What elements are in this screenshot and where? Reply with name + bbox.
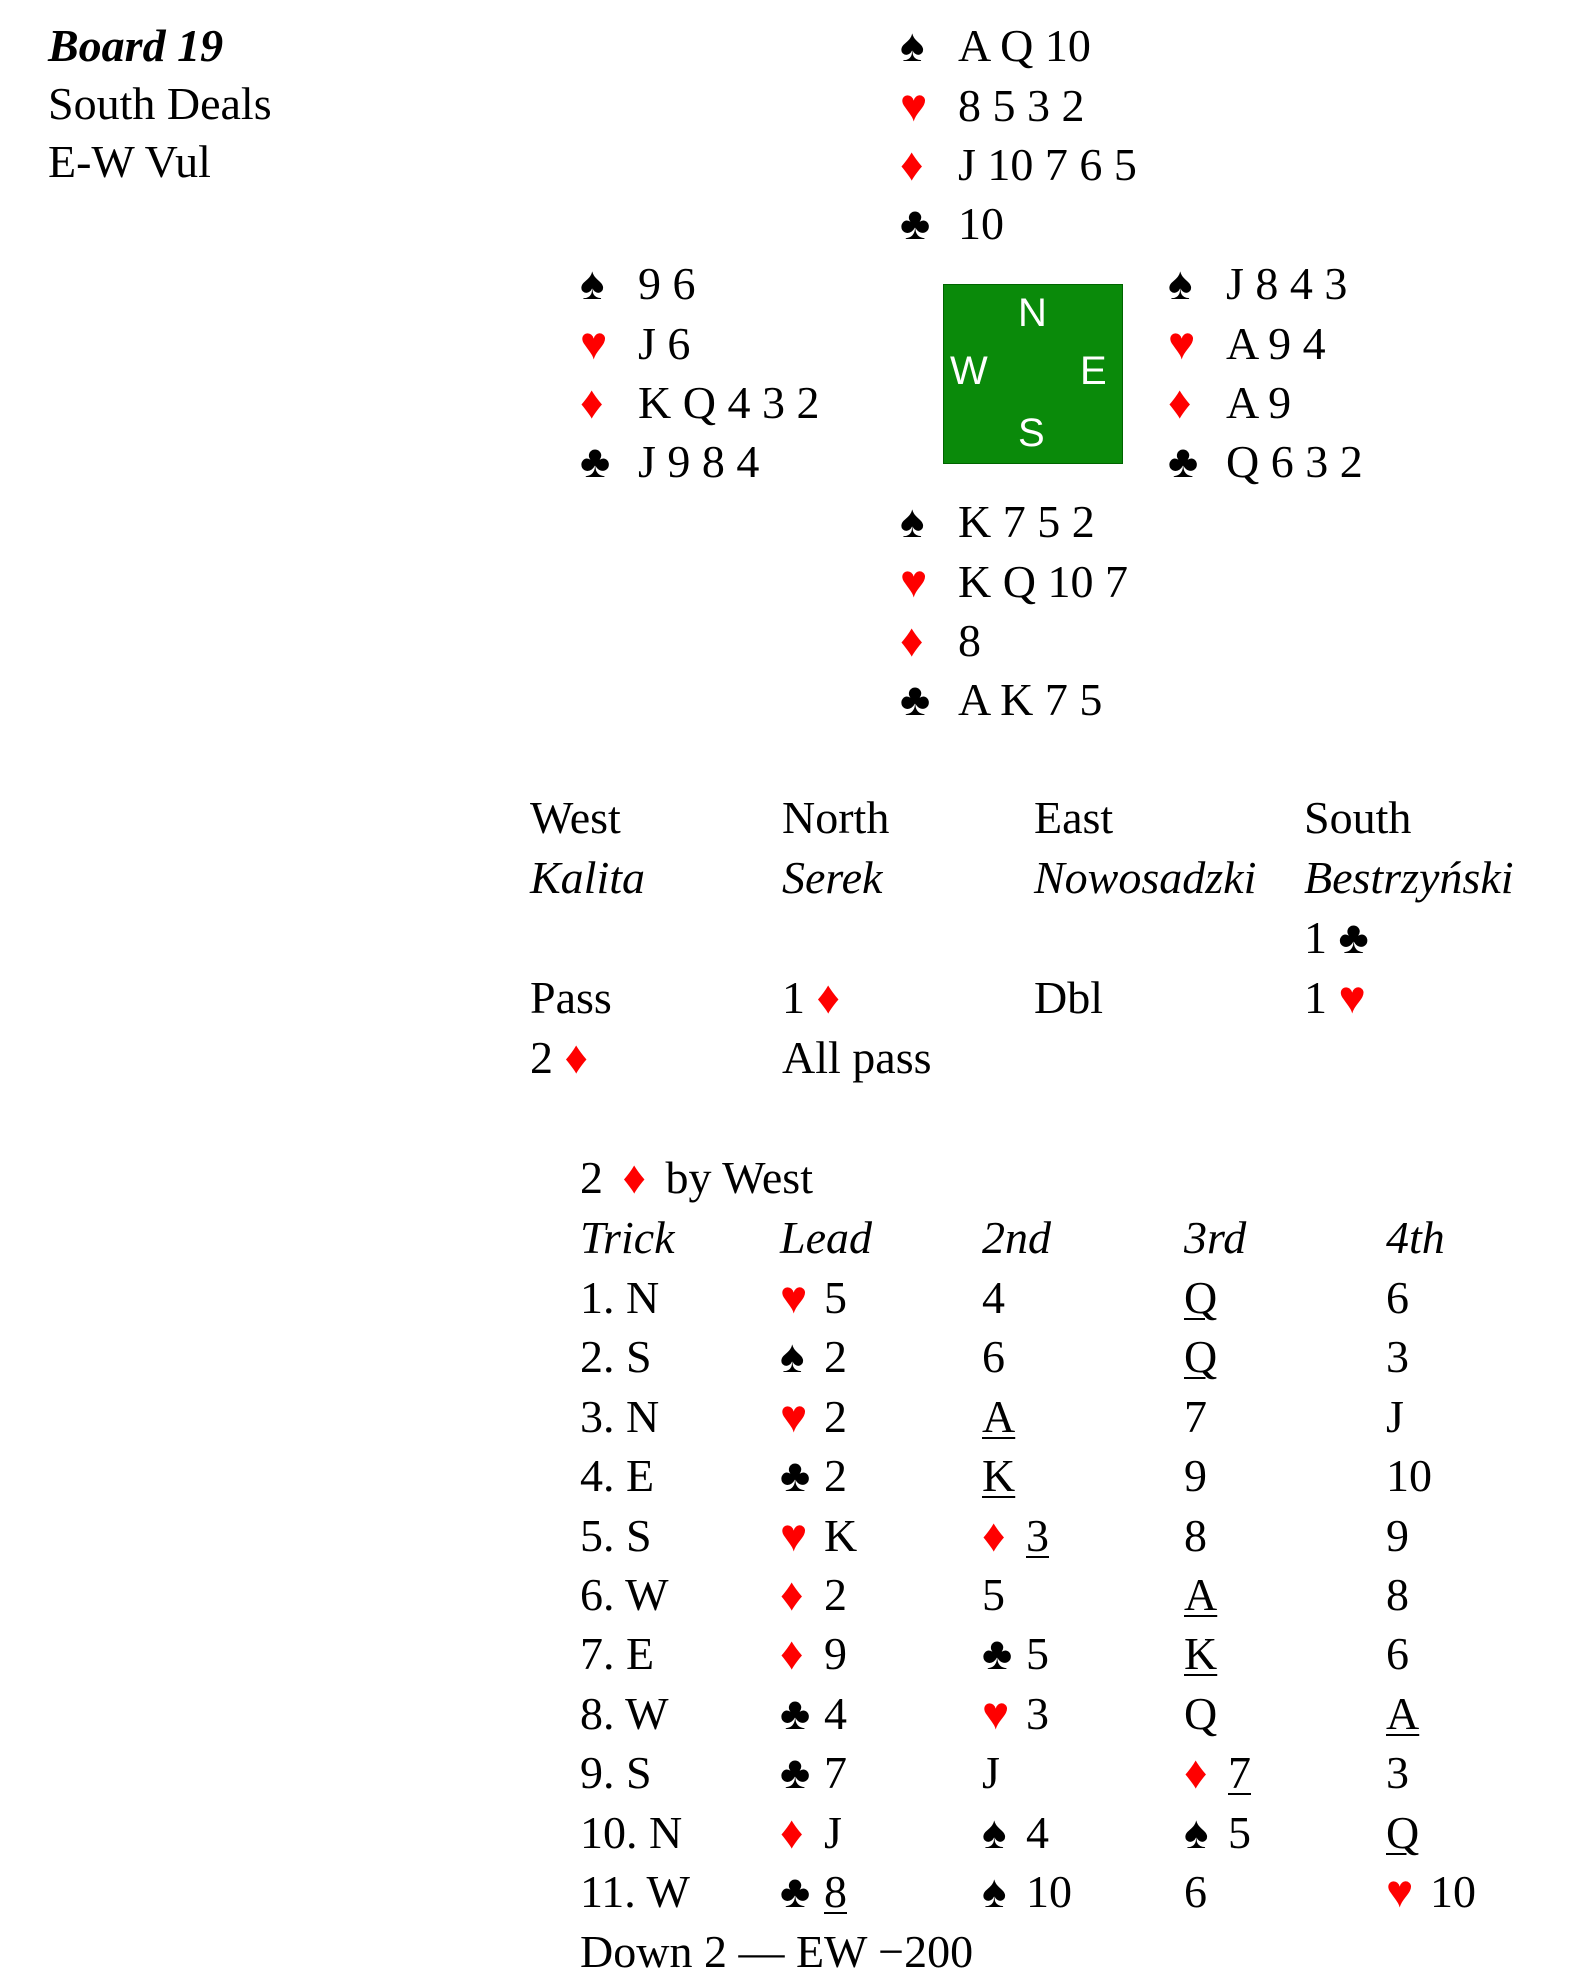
card-rank: 2 (530, 1032, 553, 1083)
auction-bid (530, 1030, 609, 1086)
heart-icon: ♥ (780, 1390, 808, 1442)
played-card (1386, 1864, 1476, 1920)
auction-bid (1304, 970, 1383, 1026)
spade-icon: ♠ (780, 1331, 805, 1383)
north-clubs-cards: 10 (958, 198, 1004, 249)
card-rank: 5 (1026, 1628, 1049, 1680)
play-header: 4th (1386, 1212, 1445, 1263)
spade-icon: ♠ (900, 20, 925, 71)
played-card: 6 (1386, 1628, 1409, 1680)
card-rank: 1 (1304, 972, 1327, 1023)
player-south: Bestrzyński (1304, 852, 1514, 903)
card-rank: 8 (824, 1866, 847, 1917)
south-clubs-cards: A K 7 5 (958, 674, 1103, 725)
player-west: Kalita (530, 852, 646, 903)
diamond-icon: ♦ (564, 1032, 588, 1083)
east-hearts (1168, 316, 1326, 372)
card-rank: J (824, 1806, 842, 1858)
spade-icon: ♠ (900, 496, 925, 547)
diamond-icon: ♦ (816, 972, 840, 1023)
card-rank: 1 (782, 972, 805, 1023)
played-card (780, 1805, 842, 1861)
north-hearts-cards: 8 5 3 2 (958, 80, 1085, 131)
diamond-icon: ♦ (982, 1509, 1006, 1561)
played-card (780, 1448, 847, 1504)
heart-icon: ♥ (900, 80, 928, 131)
spade-icon: ♠ (982, 1806, 1007, 1858)
played-card: 4 (982, 1272, 1005, 1323)
east-spades-cards: J 8 4 3 (1226, 258, 1348, 309)
vulnerability-info: E-W Vul (48, 136, 211, 187)
play-header: Lead (780, 1212, 872, 1263)
club-icon: ♣ (580, 436, 611, 487)
heart-icon: ♥ (1168, 318, 1196, 369)
card-rank: 2 (824, 1450, 847, 1502)
played-card (1184, 1745, 1251, 1801)
spade-icon: ♠ (982, 1866, 1007, 1917)
heart-icon: ♥ (580, 318, 608, 369)
diamond-icon: ♦ (780, 1806, 804, 1858)
played-card: J (982, 1747, 1000, 1799)
west-spades (580, 256, 696, 312)
south-spades (900, 494, 1095, 550)
played-card: 9 (1386, 1509, 1409, 1561)
played-card (780, 1329, 847, 1385)
auction-bid: Dbl (1034, 972, 1103, 1023)
north-diamonds (900, 137, 1137, 193)
auction-bid (782, 970, 861, 1026)
card-rank: 3 (1026, 1509, 1049, 1561)
contract-declarer: by West (665, 1152, 813, 1203)
east-clubs (1168, 434, 1363, 490)
heart-icon: ♥ (982, 1687, 1010, 1739)
card-rank: 2 (824, 1390, 847, 1442)
card-rank: 9 (824, 1628, 847, 1680)
club-icon: ♣ (780, 1687, 811, 1739)
card-rank: 2 (824, 1569, 847, 1620)
diamond-icon: ♦ (780, 1569, 804, 1620)
played-card (780, 1745, 847, 1801)
played-card (780, 1626, 847, 1682)
heart-icon: ♥ (780, 1272, 808, 1323)
west-hearts (580, 316, 690, 372)
played-card: Q (1386, 1806, 1420, 1858)
played-card: J (1386, 1390, 1404, 1442)
card-rank: 7 (1228, 1747, 1251, 1799)
played-card: A (1184, 1569, 1218, 1620)
played-card (780, 1567, 847, 1623)
east-diamonds (1168, 375, 1291, 431)
diamond-icon: ♦ (622, 1152, 646, 1203)
compass-west: W (950, 349, 988, 393)
card-rank: 4 (1026, 1806, 1049, 1858)
heart-icon: ♥ (780, 1509, 808, 1561)
north-clubs (900, 196, 1004, 252)
auction-seat-east: East (1034, 792, 1114, 843)
trick-label: 7. E (580, 1628, 655, 1680)
card-rank: 10 (1026, 1866, 1072, 1917)
played-card: 10 (1386, 1450, 1432, 1502)
played-card: 8 (1386, 1569, 1409, 1620)
south-diamonds-cards: 8 (958, 615, 981, 666)
trick-label: 11. W (580, 1866, 690, 1917)
auction-bid (1304, 910, 1383, 966)
west-spades-cards: 9 6 (638, 258, 696, 309)
auction-seat-west: West (530, 792, 621, 843)
played-card (982, 1805, 1049, 1861)
east-spades (1168, 256, 1347, 312)
heart-icon: ♥ (1338, 972, 1366, 1023)
club-icon: ♣ (900, 198, 931, 249)
played-card: 7 (1184, 1390, 1207, 1442)
card-rank: 3 (1026, 1687, 1049, 1739)
trick-label: 10. N (580, 1806, 683, 1858)
played-card: A (1386, 1687, 1420, 1739)
played-card: 8 (1184, 1509, 1207, 1561)
diamond-icon: ♦ (900, 139, 924, 190)
played-card (780, 1864, 847, 1920)
played-card: Q (1184, 1331, 1218, 1383)
played-card: 6 (982, 1331, 1005, 1383)
diamond-icon: ♦ (900, 615, 924, 666)
south-hearts-cards: K Q 10 7 (958, 556, 1128, 607)
trick-label: 6. W (580, 1569, 669, 1620)
club-icon: ♣ (1168, 436, 1199, 487)
north-hearts (900, 78, 1085, 134)
dealer-info: South Deals (48, 78, 272, 129)
west-diamonds-cards: K Q 4 3 2 (638, 377, 820, 428)
club-icon: ♣ (982, 1628, 1013, 1680)
play-header: 2nd (982, 1212, 1051, 1263)
played-card: 9 (1184, 1450, 1207, 1502)
trick-label: 1. N (580, 1272, 660, 1323)
auction-bid: Pass (530, 972, 612, 1023)
south-clubs (900, 672, 1102, 728)
trick-label: 3. N (580, 1390, 660, 1442)
trick-label: 4. E (580, 1450, 655, 1502)
diamond-icon: ♦ (1168, 377, 1192, 428)
player-north: Serek (782, 852, 883, 903)
played-card (1184, 1805, 1251, 1861)
west-diamonds (580, 375, 819, 431)
contract (580, 1150, 813, 1206)
played-card (780, 1389, 847, 1445)
heart-icon: ♥ (900, 556, 928, 607)
compass-table (943, 284, 1123, 464)
result: Down 2 — EW −200 (580, 1926, 974, 1977)
south-diamonds (900, 613, 981, 669)
west-clubs-cards: J 9 8 4 (638, 436, 760, 487)
player-east: Nowosadzki (1034, 852, 1257, 903)
played-card (780, 1508, 857, 1564)
played-card: Q (1184, 1687, 1218, 1739)
played-card (780, 1270, 847, 1326)
club-icon: ♣ (900, 674, 931, 725)
east-hearts-cards: A 9 4 (1226, 318, 1326, 369)
trick-label: 8. W (580, 1687, 669, 1739)
north-spades (900, 18, 1091, 74)
spade-icon: ♠ (1168, 258, 1193, 309)
auction-seat-north: North (782, 792, 890, 843)
play-header: Trick (580, 1212, 675, 1263)
club-icon: ♣ (1338, 912, 1369, 963)
played-card: 3 (1386, 1331, 1409, 1383)
compass-south: S (1018, 411, 1045, 455)
contract-level: 2 (580, 1152, 603, 1203)
compass-north: N (1018, 291, 1047, 335)
east-diamonds-cards: A 9 (1226, 377, 1292, 428)
east-clubs-cards: Q 6 3 2 (1226, 436, 1363, 487)
club-icon: ♣ (780, 1747, 811, 1799)
card-rank: 4 (824, 1687, 847, 1739)
played-card: K (982, 1450, 1016, 1502)
card-rank: 5 (1228, 1806, 1251, 1858)
board-number: Board 19 (48, 20, 224, 71)
west-clubs (580, 434, 759, 490)
played-card (982, 1626, 1049, 1682)
trick-label: 5. S (580, 1509, 652, 1561)
diamond-icon: ♦ (1184, 1747, 1208, 1799)
heart-icon: ♥ (1386, 1866, 1414, 1917)
spade-icon: ♠ (580, 258, 605, 309)
west-hearts-cards: J 6 (638, 318, 691, 369)
played-card (982, 1508, 1049, 1564)
diamond-icon: ♦ (580, 377, 604, 428)
played-card: Q (1184, 1272, 1218, 1323)
played-card: 5 (982, 1569, 1005, 1620)
played-card: 3 (1386, 1747, 1409, 1799)
south-spades-cards: K 7 5 2 (958, 496, 1095, 547)
played-card: 6 (1184, 1866, 1207, 1917)
card-rank: 2 (824, 1331, 847, 1383)
card-rank: 1 (1304, 912, 1327, 963)
card-rank: 7 (824, 1747, 847, 1799)
card-rank: K (824, 1509, 858, 1561)
trick-label: 9. S (580, 1747, 652, 1799)
played-card (982, 1686, 1049, 1742)
play-header: 3rd (1184, 1212, 1247, 1263)
diamond-icon: ♦ (780, 1628, 804, 1680)
trick-label: 2. S (580, 1331, 652, 1383)
auction-bid: All pass (782, 1032, 932, 1083)
north-diamonds-cards: J 10 7 6 5 (958, 139, 1137, 190)
spade-icon: ♠ (1184, 1806, 1209, 1858)
card-rank: 5 (824, 1272, 847, 1323)
played-card: K (1184, 1628, 1218, 1680)
club-icon: ♣ (780, 1866, 811, 1917)
played-card: 6 (1386, 1272, 1409, 1323)
card-rank: 10 (1430, 1866, 1476, 1917)
played-card (982, 1864, 1072, 1920)
south-hearts (900, 554, 1128, 610)
club-icon: ♣ (780, 1450, 811, 1502)
north-spades-cards: A Q 10 (958, 20, 1091, 71)
auction-seat-south: South (1304, 792, 1412, 843)
compass-east: E (1080, 349, 1107, 393)
played-card: A (982, 1390, 1016, 1442)
played-card (780, 1686, 847, 1742)
